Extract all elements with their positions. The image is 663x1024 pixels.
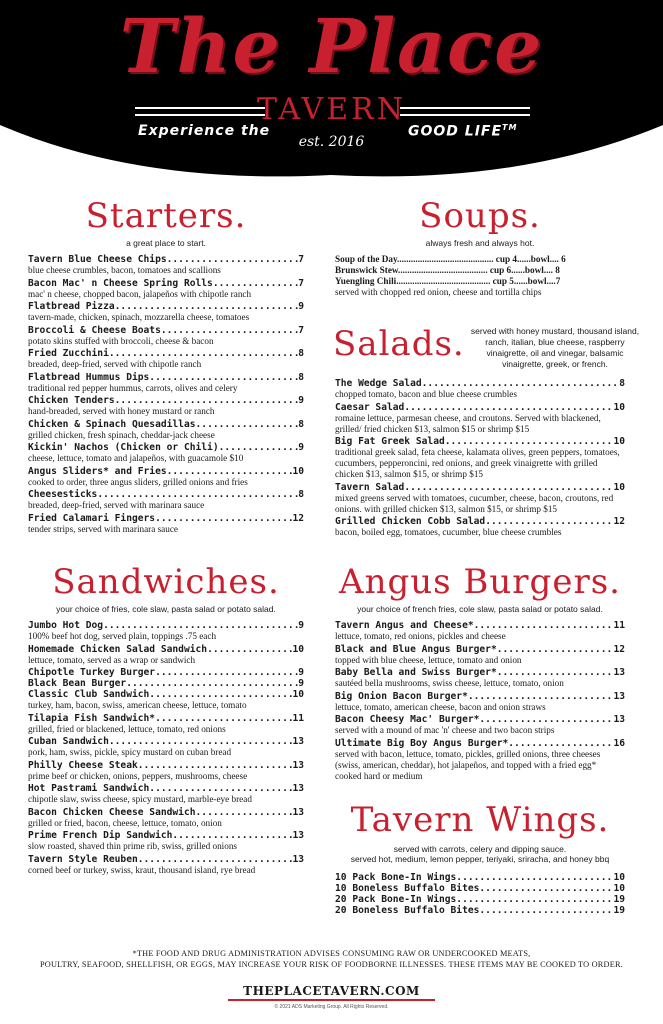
dot-leader <box>468 691 614 702</box>
menu-item-price: 13 <box>292 736 304 747</box>
menu-item <box>335 691 625 702</box>
dot-leader <box>479 883 613 894</box>
menu-item <box>28 830 304 841</box>
menu-item <box>28 644 304 655</box>
starters-section <box>28 196 304 536</box>
dot-leader <box>207 644 292 655</box>
menu-item-price: 12 <box>613 643 625 655</box>
dot-leader <box>126 678 298 689</box>
menu-item-price: 9 <box>298 301 304 312</box>
menu-item <box>28 783 304 794</box>
dot-leader <box>196 419 299 430</box>
soup-row: Yuengling Chili......................................... cup 5......bowl....7 <box>335 276 561 286</box>
menu-item-description: tavern-made, chicken, spinach, mozzarella cheese, tomatoes <box>28 312 250 322</box>
menu-item-price: 13 <box>292 759 304 771</box>
menu-item-name: Bacon Mac' n Cheese Spring Rolls <box>28 277 213 289</box>
dot-leader <box>149 689 292 700</box>
wings-subtitle-1: served with carrots, celery and dipping sauce. <box>393 844 567 854</box>
menu-item-name: Fried Calamari Fingers <box>28 512 156 524</box>
dot-leader <box>109 736 293 747</box>
menu-item-description: topped with blue cheese, lettuce, tomato and onion <box>335 654 522 665</box>
menu-item-description: grilled or fried, bacon, cheese, lettuce, tomato, onion <box>28 817 222 828</box>
starters-list <box>28 254 304 535</box>
menu-item <box>335 905 625 916</box>
menu-item-description: slow roasted, shaved thin prime rib, swiss, grilled onions <box>28 841 237 851</box>
dot-leader <box>456 894 613 905</box>
menu-item-price: 9 <box>298 667 304 678</box>
menu-item-name: Tavern Angus and Cheese* <box>335 620 474 631</box>
menu-item-description: corned beef or turkey, swiss, kraut, thousand island, rye bread <box>28 864 256 875</box>
menu-item <box>335 516 625 527</box>
trademark: TM <box>502 123 518 132</box>
menu-item <box>28 760 304 771</box>
menu-item-name: Classic Club Sandwich <box>28 689 150 700</box>
logo-tavern: TAVERN <box>257 92 406 127</box>
menu-item-description: lettuce, tomato, served as a wrap or sandwich <box>28 654 196 665</box>
menu-item-name: Flatbread Pizza <box>28 301 115 312</box>
menu-item <box>28 442 304 453</box>
menu-item <box>335 644 625 655</box>
menu-item-name: Bacon Chicken Cheese Sandwich <box>28 806 196 818</box>
dot-leader <box>149 783 292 794</box>
menu-item <box>335 482 625 493</box>
menu-item-price: 10 <box>292 643 304 655</box>
menu-item-name: Tavern Style Reuben <box>28 853 138 865</box>
menu-item-price: 10 <box>292 689 304 700</box>
menu-item-description: breaded, deep-fried, served with marinara sauce <box>28 500 205 510</box>
menu-item-description: hand-breaded, served with honey mustard or ranch <box>28 406 215 416</box>
dot-leader <box>479 714 613 725</box>
menu-item <box>28 419 304 430</box>
menu-item-description: mac' n cheese, chopped bacon, jalapeños with chipotle ranch <box>28 288 252 299</box>
menu-item-name: Prime French Dip Sandwich <box>28 830 173 841</box>
menu-item-price: 8 <box>298 348 304 359</box>
soups-list <box>335 254 625 287</box>
menu-item-name: Big Onion Bacon Burger* <box>335 690 468 702</box>
dot-leader <box>213 278 298 289</box>
menu-item-name: Homemade Chicken Salad Sandwich <box>28 643 208 655</box>
dot-leader <box>474 620 614 631</box>
menu-item-name: Philly Cheese Steak <box>28 759 138 771</box>
dot-leader <box>109 348 298 359</box>
dot-leader <box>497 644 614 655</box>
menu-item-name: Tilapia Fish Sandwich* <box>28 712 156 724</box>
menu-item-name: Ultimate Big Boy Angus Burger* <box>335 737 509 749</box>
menu-item-price: 12 <box>613 516 625 527</box>
menu-item-name: Black and Blue Angus Burger* <box>335 643 497 655</box>
menu-item <box>335 894 625 905</box>
sandwiches-title: Sandwiches. <box>52 562 280 602</box>
menu-item <box>28 489 304 500</box>
copyright: © 2021 ADS Marketing Group. All Rights Reserved. <box>274 1004 389 1010</box>
menu-item <box>335 883 625 894</box>
menu-item <box>335 436 625 447</box>
menu-item-name: Jumbo Hot Dog <box>28 620 104 631</box>
menu-item-description: mixed greens served with tomatoes, cucumber, cheese, bacon, croutons, red onions. with grilled chicken $13, salmon $15, or shrimp $15 <box>335 492 614 514</box>
menu-item-description: chopped tomato, bacon and blue cheese crumbles <box>335 389 517 399</box>
menu-item-price: 13 <box>613 690 625 702</box>
menu-item <box>28 620 304 631</box>
menu-item-description: grilled, fried or blackened, lettuce, tomato, red onions <box>28 723 226 734</box>
menu-item-description: grilled chicken, fresh spinach, cheddar-jack cheese <box>28 429 215 440</box>
menu-item <box>28 736 304 747</box>
menu-item-description: blue cheese crumbles, bacon, tomatoes and scallions <box>28 265 221 275</box>
menu-item <box>335 378 625 389</box>
menu-item-price: 19 <box>613 905 625 916</box>
dot-leader <box>497 667 614 678</box>
menu-item <box>28 678 304 689</box>
menu-item-price: 8 <box>619 378 625 389</box>
menu-item-price: 7 <box>298 254 304 265</box>
menu-item-description: served with a mound of mac 'n' cheese and two bacon strips <box>335 725 555 735</box>
salads-header <box>333 324 640 380</box>
dot-leader <box>404 482 613 493</box>
menu-item-price: 13 <box>292 783 304 794</box>
soup-row: Soup of the Day.......................................... cup 4......bowl.... 6 <box>335 254 566 264</box>
menu-item-price: 13 <box>292 806 304 818</box>
menu-item <box>335 714 625 725</box>
dot-leader <box>445 436 614 447</box>
dot-leader <box>97 489 298 500</box>
menu-item-price: 8 <box>298 418 304 430</box>
menu-item-price: 13 <box>613 667 625 678</box>
menu-item-name: Hot Pastrami Sandwich <box>28 783 150 794</box>
menu-item-name: 20 Boneless Buffalo Bites <box>335 905 480 916</box>
dot-leader <box>155 667 298 678</box>
menu-item-price: 9 <box>298 442 304 453</box>
menu-item-description: tender strips, served with marinara sauce <box>28 523 179 534</box>
dot-leader <box>155 513 292 524</box>
menu-item-price: 9 <box>298 620 304 631</box>
salads-section <box>335 378 625 540</box>
menu-item-name: Tavern Salad <box>335 481 405 493</box>
menu-item-name: Flatbread Hummus Dips <box>28 371 150 383</box>
dot-leader <box>115 395 299 406</box>
dot-leader <box>167 466 293 477</box>
menu-item-price: 7 <box>298 277 304 289</box>
menu-item-description: served with bacon, lettuce, tomato, pickles, grilled onions, three cheeses (swiss, american, cheddar), hot jalapeños, and topped with a fried egg* cooked hard or medium <box>335 748 601 781</box>
menu-item <box>28 667 304 678</box>
menu-item <box>28 807 304 818</box>
menu-item-price: 19 <box>613 894 625 905</box>
menu-item-description: prime beef or chicken, onions, peppers, mushrooms, cheese <box>28 770 248 781</box>
dot-leader <box>138 854 293 865</box>
dot-leader <box>161 325 298 336</box>
soup-row: Brunswick Stew....................................... cup 6......bowl.... 8 <box>335 265 560 275</box>
menu-item-name: The Wedge Salad <box>335 378 422 389</box>
menu-item <box>335 402 625 413</box>
logo-wordmark: The Place <box>119 4 544 90</box>
menu-item-description: sautéed bella mushrooms, swiss cheese, lettuce, tomato, onion <box>335 678 564 688</box>
menu-item-price: 7 <box>298 324 304 336</box>
fda-advisory-line-2: POULTRY, SEAFOOD, SHELLFISH, OR EGGS, MAY INCREASE YOUR RISK OF FOODBORNE ILLNESSES. THESE ITEMS MAY BE COOKED TO ORDER. <box>39 960 624 969</box>
menu-item <box>335 872 625 883</box>
menu-item-name: Bacon Cheesy Mac' Burger* <box>335 714 480 725</box>
burgers-list <box>335 620 625 782</box>
menu-item <box>28 689 304 700</box>
dot-leader <box>138 760 293 771</box>
salads-subtitle: served with honey mustard, thousand island, ranch, italian, blue cheese, raspberry vinaigrette, oil and vinegar, balsamic vinaigrette, greek, or french. <box>470 326 640 369</box>
sandwiches-section <box>28 562 304 877</box>
menu-item-name: Black Bean Burger <box>28 678 127 689</box>
menu-item <box>28 348 304 359</box>
menu-item <box>335 620 625 631</box>
dot-leader <box>219 442 299 453</box>
menu-item-description: potato skins stuffed with broccoli, cheese & bacon <box>28 335 214 346</box>
menu-item <box>28 466 304 477</box>
menu-item-description: breaded, deep-fried, served with chipotle ranch <box>28 359 202 369</box>
menu-item-price: 10 <box>613 872 625 883</box>
wings-title: Tavern Wings. <box>350 800 610 840</box>
menu-item <box>28 301 304 312</box>
wings-section <box>335 800 625 916</box>
menu-item-name: Big Fat Greek Salad <box>335 436 445 447</box>
dot-leader <box>479 905 613 916</box>
fda-advisory-line-1: *THE FOOD AND DRUG ADMINISTRATION ADVISES CONSUMING RAW OR UNDERCOOKED MEATS, <box>132 949 531 958</box>
wings-list <box>335 872 625 916</box>
salads-list <box>335 378 625 538</box>
starters-title: Starters. <box>85 196 247 236</box>
dot-leader <box>456 872 613 883</box>
wings-subtitle-2: served hot, medium, lemon pepper, teriyaki, sriracha, and honey bbq <box>350 854 610 864</box>
menu-item <box>28 278 304 289</box>
dot-leader <box>149 372 298 383</box>
menu-item-price: 10 <box>292 465 304 477</box>
menu-item <box>28 254 304 265</box>
menu-item-price: 13 <box>613 714 625 725</box>
menu-item-price: 8 <box>298 371 304 383</box>
menu-item-price: 8 <box>298 489 304 500</box>
menu-item-price: 13 <box>292 853 304 865</box>
menu-item-name: Caesar Salad <box>335 401 405 413</box>
menu-item-description: cooked to order, three angus sliders, grilled onions and fries <box>28 476 248 487</box>
menu-item-description: turkey, ham, bacon, swiss, american cheese, lettuce, tomato <box>28 700 247 710</box>
menu-item-price: 10 <box>613 436 625 447</box>
burgers-title: Angus Burgers. <box>339 562 621 602</box>
dot-leader <box>485 516 613 527</box>
menu-item-name: 20 Pack Bone-In Wings <box>335 894 457 905</box>
menu-item-price: 16 <box>613 737 625 749</box>
tagline-right-text: GOOD LIFE <box>408 123 503 140</box>
starters-subtitle: a great place to start. <box>126 238 206 248</box>
dot-leader <box>167 254 299 265</box>
dot-leader <box>115 301 299 312</box>
dot-leader <box>196 807 293 818</box>
dot-leader <box>155 713 292 724</box>
menu-item <box>28 325 304 336</box>
menu-item-price: 11 <box>292 712 304 724</box>
menu-item-name: Grilled Chicken Cobb Salad <box>335 516 486 527</box>
menu-item-description: cheese, lettuce, tomato and jalapeños, with guacamole $10 <box>28 453 244 463</box>
burgers-section <box>335 562 625 783</box>
tagline-left: Experience the <box>138 123 271 139</box>
menu-item-price: 9 <box>298 678 304 689</box>
established-year: est. 2016 <box>298 134 365 150</box>
menu-item-name: Kickin' Nachos (Chicken or Chili) <box>28 442 219 453</box>
menu-item-price: 9 <box>298 395 304 406</box>
menu-item-price: 11 <box>613 620 625 631</box>
menu-item <box>28 372 304 383</box>
sandwiches-list <box>28 620 304 876</box>
sandwiches-subtitle: your choice of fries, cole slaw, pasta salad or potato salad. <box>56 604 276 614</box>
fda-advisory <box>0 948 663 970</box>
header-banner <box>0 0 663 180</box>
dot-leader <box>172 830 292 841</box>
menu-item-price: 10 <box>613 481 625 493</box>
menu-item-description: pork, ham, swiss, pickle, spicy mustard on cuban bread <box>28 747 232 757</box>
website-underline <box>228 999 435 1001</box>
menu-item-name: Chicken Tenders <box>28 395 115 406</box>
menu-item <box>335 738 625 749</box>
menu-item-description: traditional greek salad, feta cheese, kalamata olives, green peppers, tomatoes, cucumbers, pepperoncini, red onions, and greek vinaigrette with grilled chicken $13, salmon $15, or shrimp $15 <box>335 447 620 479</box>
menu-item-description: traditional red pepper hummus, carrots, olives and celery <box>28 382 238 393</box>
soups-description: served with chopped red onion, cheese and tortilla chips <box>335 287 542 297</box>
menu-item-price: 10 <box>613 401 625 413</box>
menu-item-description: 100% beef hot dog, served plain, toppings .75 each <box>28 631 217 641</box>
dot-leader <box>404 402 613 413</box>
menu-item-price: 10 <box>613 883 625 894</box>
salads-title: Salads. <box>333 324 465 364</box>
menu-item-name: Chipotle Turkey Burger <box>28 667 156 678</box>
menu-item-description: bacon, boiled egg, tomatoes, cucumber, blue cheese crumbles <box>335 527 562 537</box>
menu-item-description: lettuce, tomato, red onions, pickles and cheese <box>335 631 506 641</box>
dot-leader <box>103 620 298 631</box>
soups-title: Soups. <box>419 196 541 236</box>
menu-item <box>28 513 304 524</box>
menu-item-name: 10 Boneless Buffalo Bites <box>335 883 480 894</box>
website-link[interactable]: THEPLACETAVERN.COM <box>243 984 420 998</box>
menu-item <box>28 713 304 724</box>
soups-section <box>335 196 625 300</box>
menu-item-name: Tavern Blue Cheese Chips <box>28 254 167 265</box>
menu-item-name: Cheesesticks <box>28 489 98 500</box>
menu-item-price: 13 <box>292 830 304 841</box>
menu-item-description: chipotle slaw, swiss cheese, spicy mustard, marble-eye bread <box>28 794 252 804</box>
menu-item-name: Fried Zucchini <box>28 348 109 359</box>
menu-item-description: romaine lettuce, parmesan cheese, and croutons. Served with blackened, grilled/ fried chicken $13, salmon $15 or shrimp $15 <box>335 412 601 434</box>
soups-subtitle: always fresh and always hot. <box>425 238 535 248</box>
menu-item-name: Angus Sliders* and Fries <box>28 465 167 477</box>
menu-item-name: Chicken & Spinach Quesadillas <box>28 418 196 430</box>
dot-leader <box>508 738 613 749</box>
menu-item <box>28 854 304 865</box>
menu-item-description: lettuce, tomato, american cheese, bacon and onion straws <box>335 701 546 712</box>
menu-item <box>28 395 304 406</box>
menu-item-price: 12 <box>292 512 304 524</box>
menu-item <box>335 667 625 678</box>
menu-item-name: Cuban Sandwich <box>28 736 109 747</box>
dot-leader <box>422 378 620 389</box>
menu-item-name: Baby Bella and Swiss Burger* <box>335 667 497 678</box>
menu-item-name: 10 Pack Bone-In Wings <box>335 872 457 883</box>
burgers-subtitle: your choice of french fries, cole slaw, pasta salad or potato salad. <box>357 604 603 614</box>
menu-item-name: Broccoli & Cheese Boats <box>28 324 161 336</box>
